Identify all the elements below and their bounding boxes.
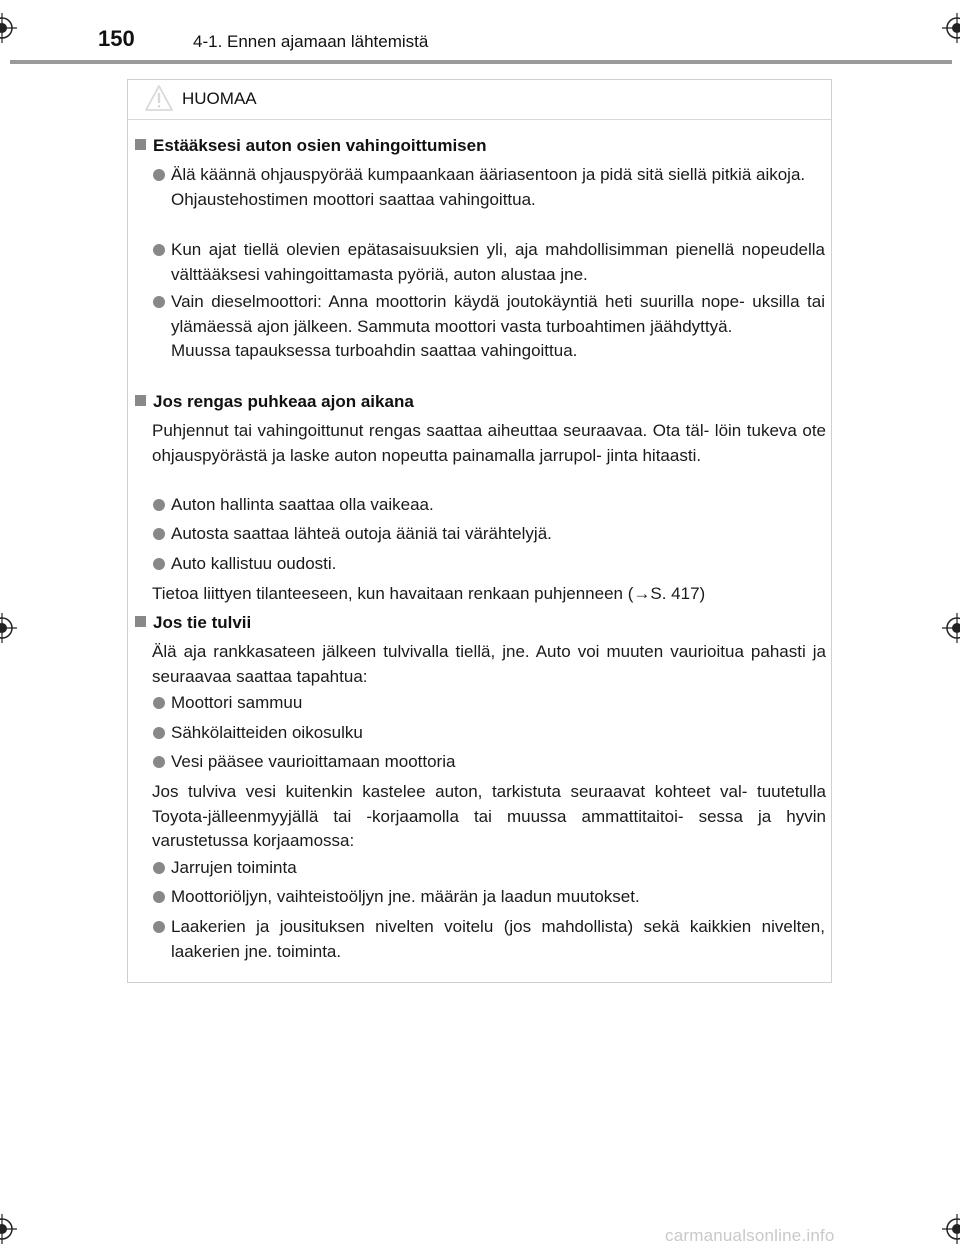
list-item: Autosta saattaa lähteä outoja ääniä tai värähtelyjä.	[153, 522, 825, 547]
list-item: Auton hallinta saattaa olla vaikeaa.	[153, 493, 825, 518]
list-item: Auto kallistuu oudosti.	[153, 552, 825, 577]
list-item: Moottori sammuu	[153, 691, 825, 716]
notice-box	[127, 79, 832, 983]
bullet-icon	[153, 727, 165, 739]
registration-mark-icon	[0, 1214, 17, 1244]
list-item: Jarrujen toiminta	[153, 856, 825, 881]
list-item: Sähkölaitteiden oikosulku	[153, 721, 825, 746]
watermark: carmanualsonline.info	[665, 1226, 835, 1245]
bullet-icon	[153, 296, 165, 308]
registration-mark-icon	[942, 613, 960, 643]
bullet-icon	[153, 558, 165, 570]
paragraph: Älä aja rankkasateen jälkeen tulvivalla tiellä, jne. Auto voi muuten vaurioitua pahasti ja seuraavaa saattaa tapahtua:	[152, 642, 826, 686]
bullet-icon	[153, 244, 165, 256]
square-bullet-icon	[135, 395, 146, 406]
bullet-icon	[153, 862, 165, 874]
section-heading: Estääksesi auton osien vahingoittumisen	[135, 134, 486, 158]
registration-mark-icon	[0, 613, 17, 643]
list-item: Kun ajat tiellä olevien epätasaisuuksien yli, aja mahdollisimman pienellä nopeudella välttääksesi vahingoittamasta pyöriä, auton alustaa jne.	[153, 238, 825, 287]
square-bullet-icon	[135, 139, 146, 150]
list-item: Moottoriöljyn, vaihteistoöljyn jne. määrän ja laadun muutokset.	[153, 885, 825, 910]
paragraph: Puhjennut tai vahingoittunut rengas saattaa aiheuttaa seuraavaa. Ota täl- löin tukeva ote ohjauspyörästä ja laske auton nopeutta painamalla jarrupol- jinta hitaasti.	[152, 421, 826, 465]
bullet-icon	[153, 697, 165, 709]
list-item: Vesi pääsee vaurioittamaan moottoria	[153, 750, 825, 775]
bullet-icon	[153, 891, 165, 903]
paragraph: Jos tulviva vesi kuitenkin kastelee auton, tarkistuta seuraavat kohteet val- tuutetulla Toyota-jälleenmyyjällä tai -korjaamolla tai muussa ammattitaitoi- sessa ja hyvin varustetussa korjaamossa:	[152, 782, 826, 850]
section-title: 4-1. Ennen ajamaan lähtemistä	[193, 32, 429, 51]
registration-mark-icon	[942, 1214, 960, 1244]
warning-triangle-icon	[144, 84, 174, 117]
square-bullet-icon	[135, 616, 146, 627]
bullet-icon	[153, 499, 165, 511]
section-heading: Jos rengas puhkeaa ajon aikana	[135, 390, 414, 414]
bullet-icon	[153, 756, 165, 768]
list-item: Vain dieselmoottori: Anna moottorin käydä joutokäyntiä heti suurilla nope- uksilla tai ylämäessä ajon jälkeen. Sammuta moottori vasta turboahtimen jäähdyttyä. Muussa tapauksessa turboahdin saattaa vahingoittua.	[153, 290, 825, 364]
page-header	[0, 0, 960, 70]
page-number: 150	[98, 26, 135, 51]
notice-header	[128, 80, 831, 120]
list-item: Laakerien ja jousituksen nivelten voitelu (jos mahdollista) sekä kaikkien nivelten, laakerien jne. toiminta.	[153, 915, 825, 964]
cross-reference: Tietoa liittyen tilanteeseen, kun havaitaan renkaan puhjenneen (→S. 417)	[152, 584, 706, 603]
list-item: Älä käännä ohjauspyörää kumpaankaan ääriasentoon ja pidä sitä siellä pitkiä aikoja. Ohjaustehostimen moottori saattaa vahingoittua.	[153, 163, 825, 212]
section-heading: Jos tie tulvii	[135, 611, 251, 635]
bullet-icon	[153, 921, 165, 933]
bullet-icon	[153, 169, 165, 181]
notice-title: HUOMAA	[182, 89, 257, 108]
header-rule	[10, 60, 952, 64]
bullet-icon	[153, 528, 165, 540]
